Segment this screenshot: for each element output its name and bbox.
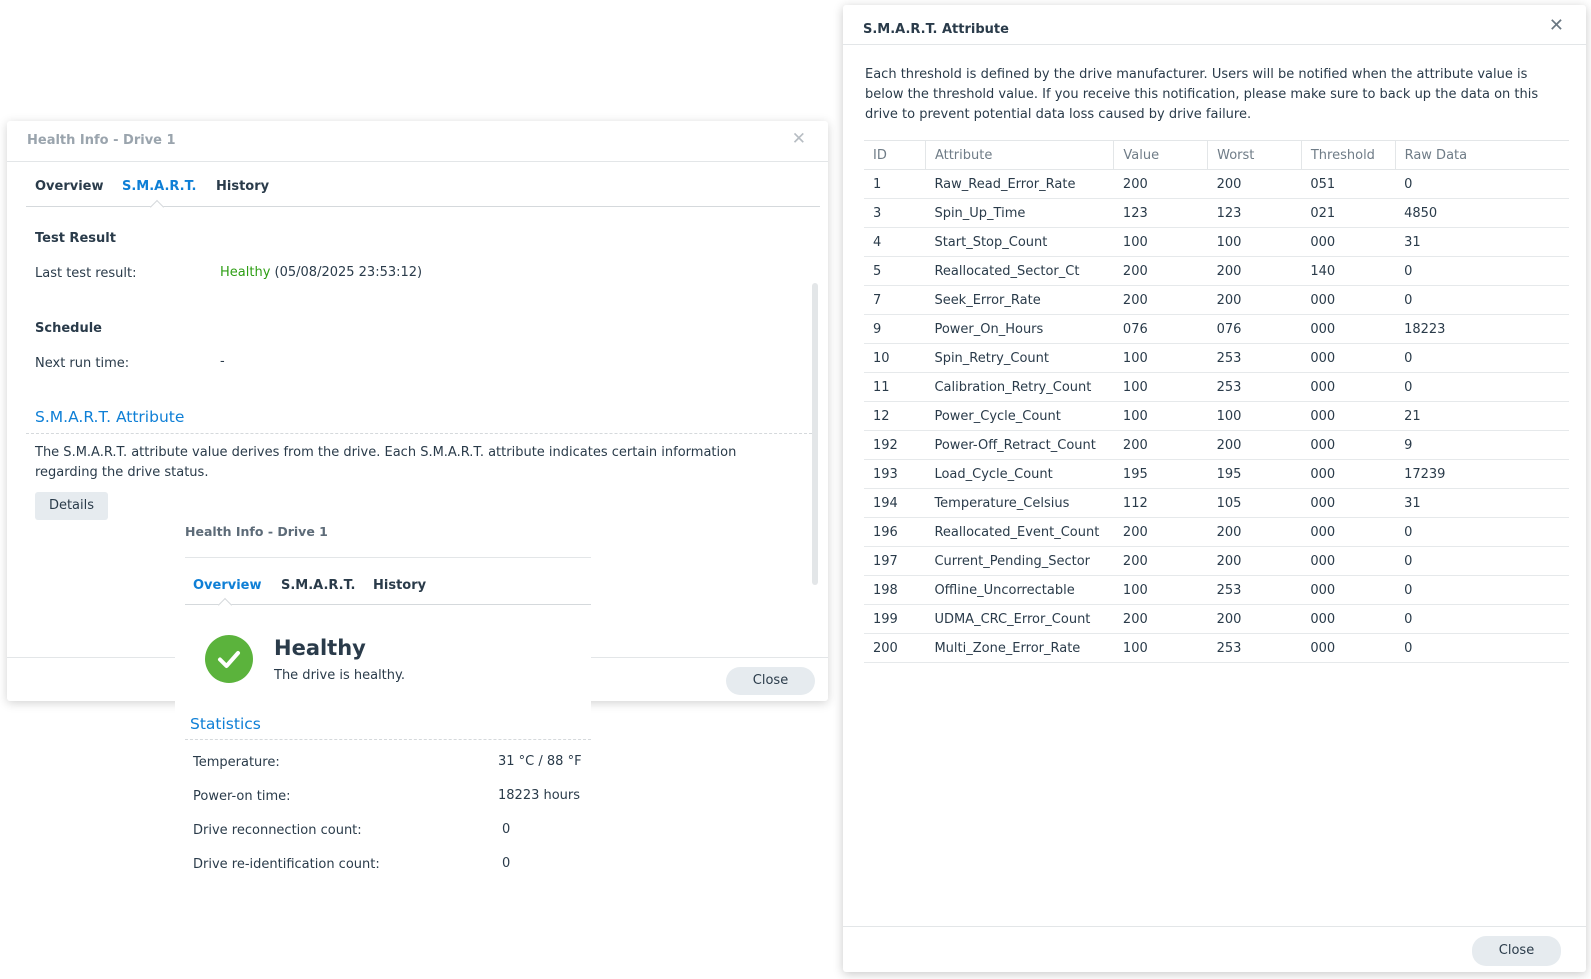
stat-power-on-value: 18223 hours xyxy=(498,788,581,803)
table-row[interactable] xyxy=(864,547,1569,576)
cell-attribute: Power_Cycle_Count xyxy=(925,402,1113,431)
cell-id: 11 xyxy=(864,373,925,402)
table-row[interactable] xyxy=(864,634,1569,663)
cell-value: 200 xyxy=(1114,547,1208,576)
tab-overview[interactable]: Overview xyxy=(193,578,262,593)
cell-threshold: 000 xyxy=(1301,547,1395,576)
cell-attribute: UDMA_CRC_Error_Count xyxy=(925,605,1113,634)
test-result-heading: Test Result xyxy=(35,231,116,246)
cell-value: 100 xyxy=(1114,344,1208,373)
cell-value: 200 xyxy=(1114,518,1208,547)
cell-attribute: Reallocated_Sector_Ct xyxy=(925,257,1113,286)
close-icon[interactable]: ✕ xyxy=(1548,15,1564,36)
cell-raw-data: 31 xyxy=(1395,228,1569,257)
cell-value: 112 xyxy=(1114,489,1208,518)
threshold-description: Each threshold is defined by the drive manufacturer. Users will be notified when the attribute value is below the threshold value. If you receive this notification, please make sure to back up the data on this drive to prevent potential data loss caused by drive failure. xyxy=(865,67,1539,122)
cell-threshold: 000 xyxy=(1301,315,1395,344)
cell-threshold: 000 xyxy=(1301,373,1395,402)
cell-value: 200 xyxy=(1114,170,1208,199)
footer-divider xyxy=(843,926,1586,927)
cell-attribute: Temperature_Celsius xyxy=(925,489,1113,518)
popup-tab-divider xyxy=(185,604,591,605)
cell-value: 123 xyxy=(1114,199,1208,228)
cell-raw-data: 21 xyxy=(1395,402,1569,431)
cell-raw-data: 0 xyxy=(1395,286,1569,315)
stat-reconnection-label: Drive reconnection count: xyxy=(193,823,362,838)
cell-id: 7 xyxy=(864,286,925,315)
cell-value: 100 xyxy=(1114,634,1208,663)
cell-value: 200 xyxy=(1114,605,1208,634)
cell-attribute: Current_Pending_Sector xyxy=(925,547,1113,576)
table-row[interactable] xyxy=(864,431,1569,460)
cell-id: 196 xyxy=(864,518,925,547)
cell-value: 200 xyxy=(1114,431,1208,460)
cell-worst: 200 xyxy=(1208,547,1302,576)
smart-attribute-description: The S.M.A.R.T. attribute value derives from the drive. Each S.M.A.R.T. attribute indicates certain information regarding the drive status. xyxy=(35,445,737,480)
cell-attribute: Spin_Up_Time xyxy=(925,199,1113,228)
column-header-threshold[interactable]: Threshold xyxy=(1301,141,1395,170)
cell-worst: 253 xyxy=(1208,373,1302,402)
cell-id: 197 xyxy=(864,547,925,576)
cell-value: 076 xyxy=(1114,315,1208,344)
table-row[interactable] xyxy=(864,518,1569,547)
column-header-id[interactable]: ID xyxy=(864,141,925,170)
tab-overview[interactable]: Overview xyxy=(35,179,104,194)
cell-attribute: Calibration_Retry_Count xyxy=(925,373,1113,402)
cell-raw-data: 4850 xyxy=(1395,199,1569,228)
cell-worst: 100 xyxy=(1208,228,1302,257)
table-row[interactable] xyxy=(864,576,1569,605)
close-button[interactable]: Close xyxy=(726,667,815,695)
column-header-raw-data[interactable]: Raw Data xyxy=(1395,141,1569,170)
cell-threshold: 000 xyxy=(1301,286,1395,315)
last-test-result-label: Last test result: xyxy=(35,266,137,281)
table-row[interactable] xyxy=(864,228,1569,257)
table-row[interactable] xyxy=(864,286,1569,315)
cell-threshold: 000 xyxy=(1301,634,1395,663)
cell-value: 100 xyxy=(1114,228,1208,257)
scrollbar[interactable] xyxy=(812,283,818,585)
health-status-text: The drive is healthy. xyxy=(274,668,405,683)
stat-power-on-label: Power-on time: xyxy=(193,789,291,804)
popup-title-divider xyxy=(185,557,591,558)
title-divider xyxy=(7,161,828,162)
table-row[interactable] xyxy=(864,344,1569,373)
active-tab-indicator xyxy=(150,200,164,214)
last-test-result-value xyxy=(220,265,422,280)
cell-value: 200 xyxy=(1114,286,1208,315)
cell-raw-data: 0 xyxy=(1395,576,1569,605)
cell-threshold: 140 xyxy=(1301,257,1395,286)
next-run-time-value: - xyxy=(220,354,225,369)
cell-id: 199 xyxy=(864,605,925,634)
cell-worst: 253 xyxy=(1208,576,1302,605)
tab-smart[interactable]: S.M.A.R.T. xyxy=(122,179,197,194)
column-header-worst[interactable]: Worst xyxy=(1208,141,1302,170)
section-divider xyxy=(26,433,812,434)
cell-worst: 253 xyxy=(1208,634,1302,663)
table-row[interactable] xyxy=(864,489,1569,518)
cell-raw-data: 31 xyxy=(1395,489,1569,518)
cell-attribute: Reallocated_Event_Count xyxy=(925,518,1113,547)
statistics-heading: Statistics xyxy=(190,715,261,733)
active-tab-indicator xyxy=(218,598,232,612)
close-icon[interactable]: ✕ xyxy=(791,129,806,149)
health-status-title: Healthy xyxy=(274,636,366,660)
cell-attribute: Spin_Retry_Count xyxy=(925,344,1113,373)
stat-reidentification-value: 0 xyxy=(502,856,511,871)
popup-title: Health Info - Drive 1 xyxy=(185,524,328,539)
smart-attribute-dialog xyxy=(843,5,1586,972)
cell-id: 198 xyxy=(864,576,925,605)
tab-history[interactable]: History xyxy=(373,578,427,593)
cell-attribute: Power-Off_Retract_Count xyxy=(925,431,1113,460)
dialog-title: Health Info - Drive 1 xyxy=(27,133,176,148)
cell-id: 194 xyxy=(864,489,925,518)
table-row[interactable] xyxy=(864,402,1569,431)
cell-worst: 200 xyxy=(1208,605,1302,634)
cell-threshold: 021 xyxy=(1301,199,1395,228)
cell-value: 200 xyxy=(1114,257,1208,286)
stat-temperature-label: Temperature: xyxy=(193,755,280,770)
cell-worst: 123 xyxy=(1208,199,1302,228)
cell-worst: 200 xyxy=(1208,431,1302,460)
cell-worst: 100 xyxy=(1208,402,1302,431)
overview-popup xyxy=(175,511,591,881)
table-row[interactable] xyxy=(864,605,1569,634)
schedule-heading: Schedule xyxy=(35,321,102,336)
table-row[interactable] xyxy=(864,460,1569,489)
cell-worst: 195 xyxy=(1208,460,1302,489)
cell-attribute: Offline_Uncorrectable xyxy=(925,576,1113,605)
cell-threshold: 000 xyxy=(1301,518,1395,547)
cell-attribute: Power_On_Hours xyxy=(925,315,1113,344)
table-row[interactable] xyxy=(864,199,1569,228)
cell-raw-data: 0 xyxy=(1395,344,1569,373)
smart-attribute-table xyxy=(864,140,1569,663)
cell-raw-data: 0 xyxy=(1395,605,1569,634)
cell-id: 200 xyxy=(864,634,925,663)
cell-raw-data: 0 xyxy=(1395,547,1569,576)
cell-worst: 200 xyxy=(1208,286,1302,315)
cell-worst: 200 xyxy=(1208,518,1302,547)
cell-id: 1 xyxy=(864,170,925,199)
smart-attribute-heading: S.M.A.R.T. Attribute xyxy=(35,408,185,426)
cell-raw-data: 0 xyxy=(1395,634,1569,663)
cell-worst: 105 xyxy=(1208,489,1302,518)
cell-raw-data: 9 xyxy=(1395,431,1569,460)
check-circle-icon xyxy=(205,635,253,683)
cell-raw-data: 0 xyxy=(1395,170,1569,199)
table-header-row xyxy=(864,141,1569,170)
table-row[interactable] xyxy=(864,373,1569,402)
cell-raw-data: 18223 xyxy=(1395,315,1569,344)
tab-history[interactable]: History xyxy=(216,179,270,194)
cell-value: 100 xyxy=(1114,576,1208,605)
cell-value: 100 xyxy=(1114,402,1208,431)
details-button[interactable]: Details xyxy=(35,492,108,520)
table-row[interactable] xyxy=(864,315,1569,344)
cell-id: 192 xyxy=(864,431,925,460)
cell-worst: 200 xyxy=(1208,257,1302,286)
cell-threshold: 051 xyxy=(1301,170,1395,199)
cell-attribute: Start_Stop_Count xyxy=(925,228,1113,257)
tab-divider xyxy=(26,206,820,207)
cell-id: 12 xyxy=(864,402,925,431)
statistics-divider xyxy=(185,739,591,740)
cell-attribute: Multi_Zone_Error_Rate xyxy=(925,634,1113,663)
cell-id: 5 xyxy=(864,257,925,286)
cell-threshold: 000 xyxy=(1301,576,1395,605)
cell-threshold: 000 xyxy=(1301,489,1395,518)
cell-id: 10 xyxy=(864,344,925,373)
cell-threshold: 000 xyxy=(1301,431,1395,460)
cell-id: 193 xyxy=(864,460,925,489)
cell-id: 3 xyxy=(864,199,925,228)
cell-worst: 076 xyxy=(1208,315,1302,344)
cell-raw-data: 0 xyxy=(1395,518,1569,547)
cell-threshold: 000 xyxy=(1301,344,1395,373)
stat-reidentification-label: Drive re-identification count: xyxy=(193,857,380,872)
cell-attribute: Raw_Read_Error_Rate xyxy=(925,170,1113,199)
cell-worst: 253 xyxy=(1208,344,1302,373)
column-header-value[interactable]: Value xyxy=(1114,141,1208,170)
title-divider xyxy=(843,44,1586,45)
stat-temperature-value: 31 °C / 88 °F xyxy=(498,754,582,769)
dialog-title: S.M.A.R.T. Attribute xyxy=(863,22,1009,37)
table-row[interactable] xyxy=(864,257,1569,286)
cell-attribute: Load_Cycle_Count xyxy=(925,460,1113,489)
cell-threshold: 000 xyxy=(1301,605,1395,634)
cell-id: 4 xyxy=(864,228,925,257)
cell-raw-data: 0 xyxy=(1395,257,1569,286)
cell-raw-data: 0 xyxy=(1395,373,1569,402)
cell-value: 195 xyxy=(1114,460,1208,489)
cell-threshold: 000 xyxy=(1301,402,1395,431)
cell-id: 9 xyxy=(864,315,925,344)
cell-threshold: 000 xyxy=(1301,228,1395,257)
cell-raw-data: 17239 xyxy=(1395,460,1569,489)
test-timestamp: (05/08/2025 23:53:12) xyxy=(274,265,423,280)
stat-reconnection-value: 0 xyxy=(502,822,511,837)
close-button[interactable]: Close xyxy=(1472,936,1561,966)
cell-attribute: Seek_Error_Rate xyxy=(925,286,1113,315)
table-body xyxy=(864,170,1569,663)
cell-threshold: 000 xyxy=(1301,460,1395,489)
table-row[interactable] xyxy=(864,170,1569,199)
test-status: Healthy xyxy=(220,265,271,280)
next-run-time-label: Next run time: xyxy=(35,356,130,371)
column-header-attribute[interactable]: Attribute xyxy=(925,141,1113,170)
cell-worst: 200 xyxy=(1208,170,1302,199)
cell-value: 100 xyxy=(1114,373,1208,402)
tab-smart[interactable]: S.M.A.R.T. xyxy=(281,578,356,593)
